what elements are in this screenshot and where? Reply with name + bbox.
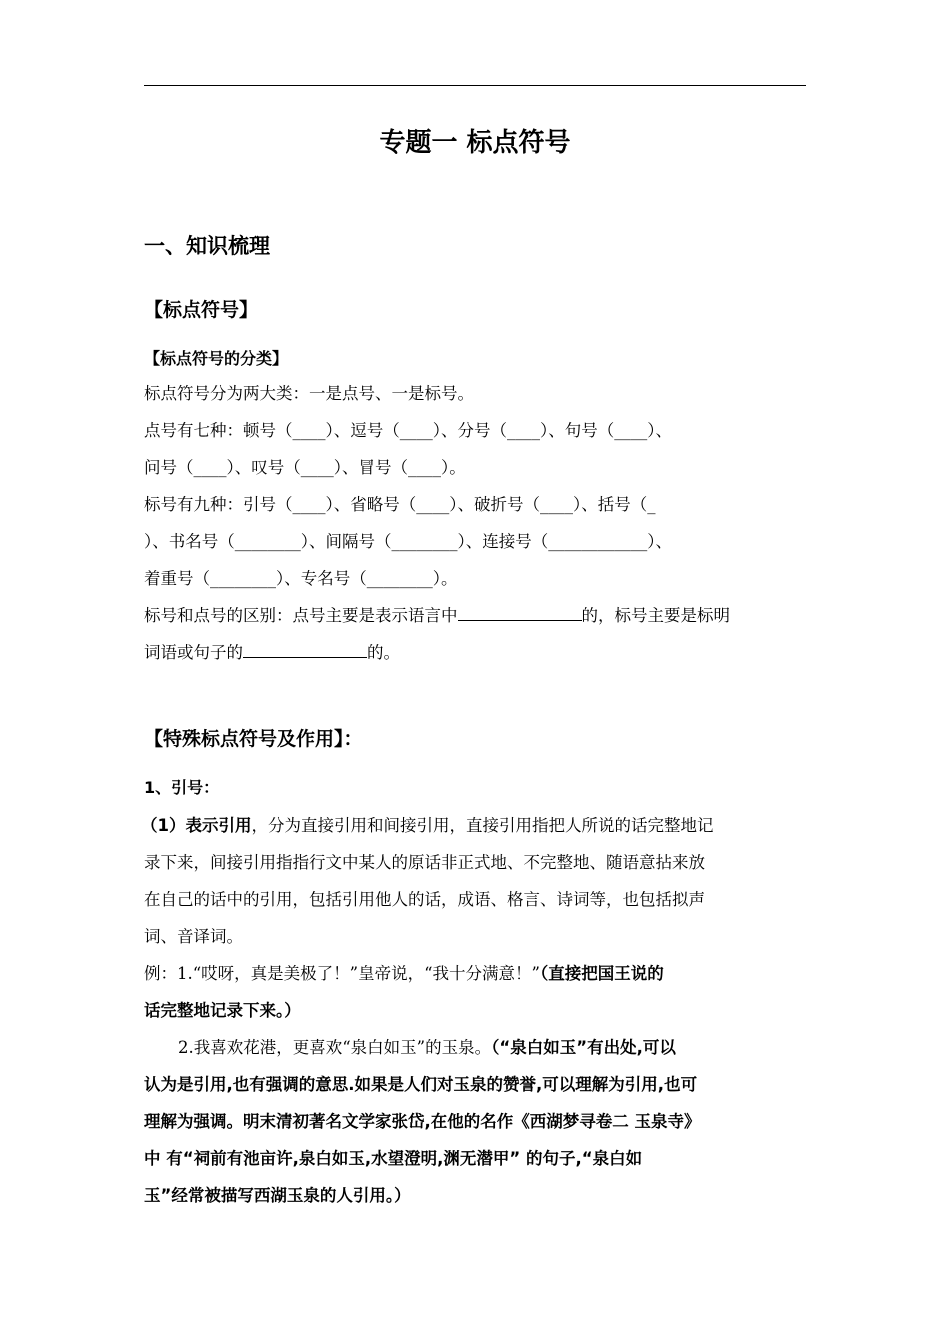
fill-blank[interactable] [458, 606, 582, 621]
example-1-note: （直接把国王说的 [539, 964, 664, 983]
class-line-1: 标点符号分为两大类：一是点号、一是标号。 [144, 384, 474, 403]
class-line-5: ）、书名号（________）、间隔号（________）、连接号（____________）、 [144, 532, 672, 551]
header-rule [144, 85, 806, 86]
example-2-note: （“泉白如玉”有出处,可以 [491, 1038, 676, 1057]
section-heading-knowledge: 一、知识梳理 [144, 234, 270, 258]
quote-para-bold: （1）表示引用 [141, 816, 252, 835]
quote-para-line-1 [141, 812, 713, 836]
example-2-note-line-4: 中 有“祠前有池亩许,泉白如玉,水望澄明,渊无潜甲” 的句子,“泉白如 [144, 1149, 643, 1168]
class-line-3: 问号（____）、叹号（____）、冒号（____）。 [144, 458, 466, 477]
class-line-8 [144, 639, 400, 663]
class-line-6: 着重号（________）、专名号（________）。 [144, 569, 458, 588]
quote-para-line-3: 在自己的话中的引用，包括引用他人的话，成语、格言、诗词等，也包括拟声 [144, 890, 705, 909]
page-title: 专题一 标点符号 [379, 128, 571, 158]
class-line-4: 标号有九种：引号（____）、省略号（____）、破折号（____）、括号（_ [144, 495, 656, 514]
example-2-note-line-5: 玉”经常被描写西湖玉泉的人引用。） [144, 1186, 411, 1205]
quote-para-line-2: 录下来，间接引用指指行文中某人的原话非正式地、不完整地、随语意拈来放 [144, 853, 705, 872]
example-2-note-line-2: 认为是引用,也有强调的意思.如果是人们对玉泉的赞誉,可以理解为引用,也可 [144, 1075, 698, 1094]
heading-classification: 【标点符号的分类】 [144, 349, 289, 368]
example-1-text: 例：1.“哎呀，真是美极了！”皇帝说，“我十分满意！” [144, 964, 540, 983]
class-line-7-start: 标号和点号的区别：点号主要是表示语言中 [144, 606, 458, 625]
class-line-7-end: 的，标号主要是标明 [581, 606, 730, 625]
class-line-8-start: 词语或句子的 [144, 643, 243, 662]
example-2-note-line-3: 理解为强调。明末清初著名文学家张岱,在他的名作《西湖梦寻卷二 玉泉寺》 [144, 1112, 701, 1131]
quote-para-rest: ，分为直接引用和间接引用，直接引用指把人所说的话完整地记 [251, 816, 714, 835]
heading-special-punctuation: 【特殊标点符号及作用】： [144, 728, 363, 750]
class-line-2: 点号有七种：顿号（____）、逗号（____）、分号（____）、句号（____）、 [144, 421, 672, 440]
class-line-7 [144, 602, 730, 626]
example-2-text: 2.我喜欢花港，更喜欢“泉白如玉”的玉泉。 [178, 1038, 492, 1057]
item-quotation-marks: 1、引号： [144, 778, 220, 797]
example-2 [178, 1034, 676, 1058]
heading-punctuation: 【标点符号】 [144, 299, 259, 321]
class-line-8-end: 的。 [367, 643, 400, 662]
quote-para-line-4: 词、音译词。 [144, 927, 243, 946]
fill-blank[interactable] [243, 643, 367, 658]
example-1 [144, 960, 664, 984]
example-1-note-line-2: 话完整地记录下来。） [144, 1001, 301, 1020]
